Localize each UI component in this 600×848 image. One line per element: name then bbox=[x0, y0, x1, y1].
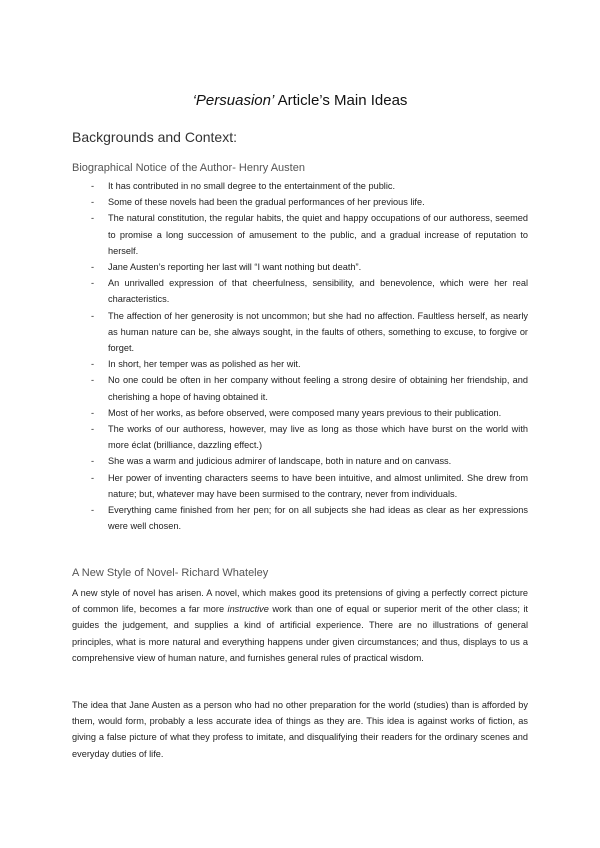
bullet-item: - Her power of inventing characters seems to have been intuitive, and almost unlimited. She drew from nature; but, whatever may have been surmised to the contrary, never from individuals. bbox=[72, 470, 528, 502]
section-heading: Backgrounds and Context: bbox=[72, 129, 237, 145]
paragraph-new-style bbox=[72, 585, 528, 666]
bullet-item: - In short, her temper was as polished as her wit. bbox=[72, 356, 528, 372]
bullet-item: - The affection of her generosity is not uncommon; but she had no affection. Faultless herself, as nearly as human nature can be, she always sought, in the faults of others, something to excuse, to forgive or forget. bbox=[72, 308, 528, 357]
subsection-heading-new-style: A New Style of Novel- Richard Whateley bbox=[72, 567, 269, 579]
bullet-item: - Everything came finished from her pen; for on all subjects she had ideas as clear as her expressions were well chosen. bbox=[72, 502, 528, 534]
bullet-item: - No one could be often in her company without feeling a strong desire of obtaining her friendship, and cherishing a hope of having obtained it. bbox=[72, 372, 528, 404]
paragraph-text-end: work than one of equal or superior merit of the other class; it guides the judgement, and supplies a kind of artificial experience. There are no illustrations of general principles, what is more natural and everything happens under given circumstances; and thus, displays to us a comprehensive view of human nature, and furnishes general rules of practical wisdom. bbox=[72, 604, 528, 663]
bullet-item: - The works of our authoress, however, may live as long as those which have burst on the world with more éclat (brilliance, dazzling effect.) bbox=[72, 421, 528, 453]
bullet-item: - Jane Austen’s reporting her last will “I want nothing but death”. bbox=[72, 259, 528, 275]
page-title bbox=[0, 92, 600, 109]
bullet-item: - Some of these novels had been the gradual performances of her previous life. bbox=[72, 194, 528, 210]
paragraph-italic-word: instructive bbox=[227, 604, 269, 615]
title-italic: ‘Persuasion’ bbox=[192, 92, 275, 109]
bullet-item: - The natural constitution, the regular habits, the quiet and happy occupations of our authoress, seemed to promise a long succession of amusement to the public, and a gradual increase of reputation to herself. bbox=[72, 210, 528, 259]
subsection-heading-biographical: Biographical Notice of the Author- Henry Austen bbox=[72, 162, 305, 174]
title-rest: Article’s Main Ideas bbox=[274, 92, 408, 109]
bullet-item: - It has contributed in no small degree to the entertainment of the public. bbox=[72, 178, 528, 194]
paragraph-text-start: A new style of novel has arisen. A novel, which makes good its pretensions of giving a perfectly correct picture of common life, becomes a far more bbox=[72, 588, 528, 615]
bullet-item: - Most of her works, as before observed, were composed many years previous to their publication. bbox=[72, 405, 528, 421]
paragraph-idea: The idea that Jane Austen as a person who had no other preparation for the world (studies) than is afforded by them, would form, probably a less accurate idea of things as they are. This idea is against works of fiction, as giving a false picture of what they profess to imitate, and disqualifying their readers for the ordinary scenes and everyday duties of life. bbox=[72, 700, 528, 759]
bullet-item: - She was a warm and judicious admirer of landscape, both in nature and on canvass. bbox=[72, 453, 528, 469]
bullet-list bbox=[72, 178, 528, 534]
bullet-item: - An unrivalled expression of that cheerfulness, sensibility, and benevolence, which were her real characteristics. bbox=[72, 275, 528, 307]
